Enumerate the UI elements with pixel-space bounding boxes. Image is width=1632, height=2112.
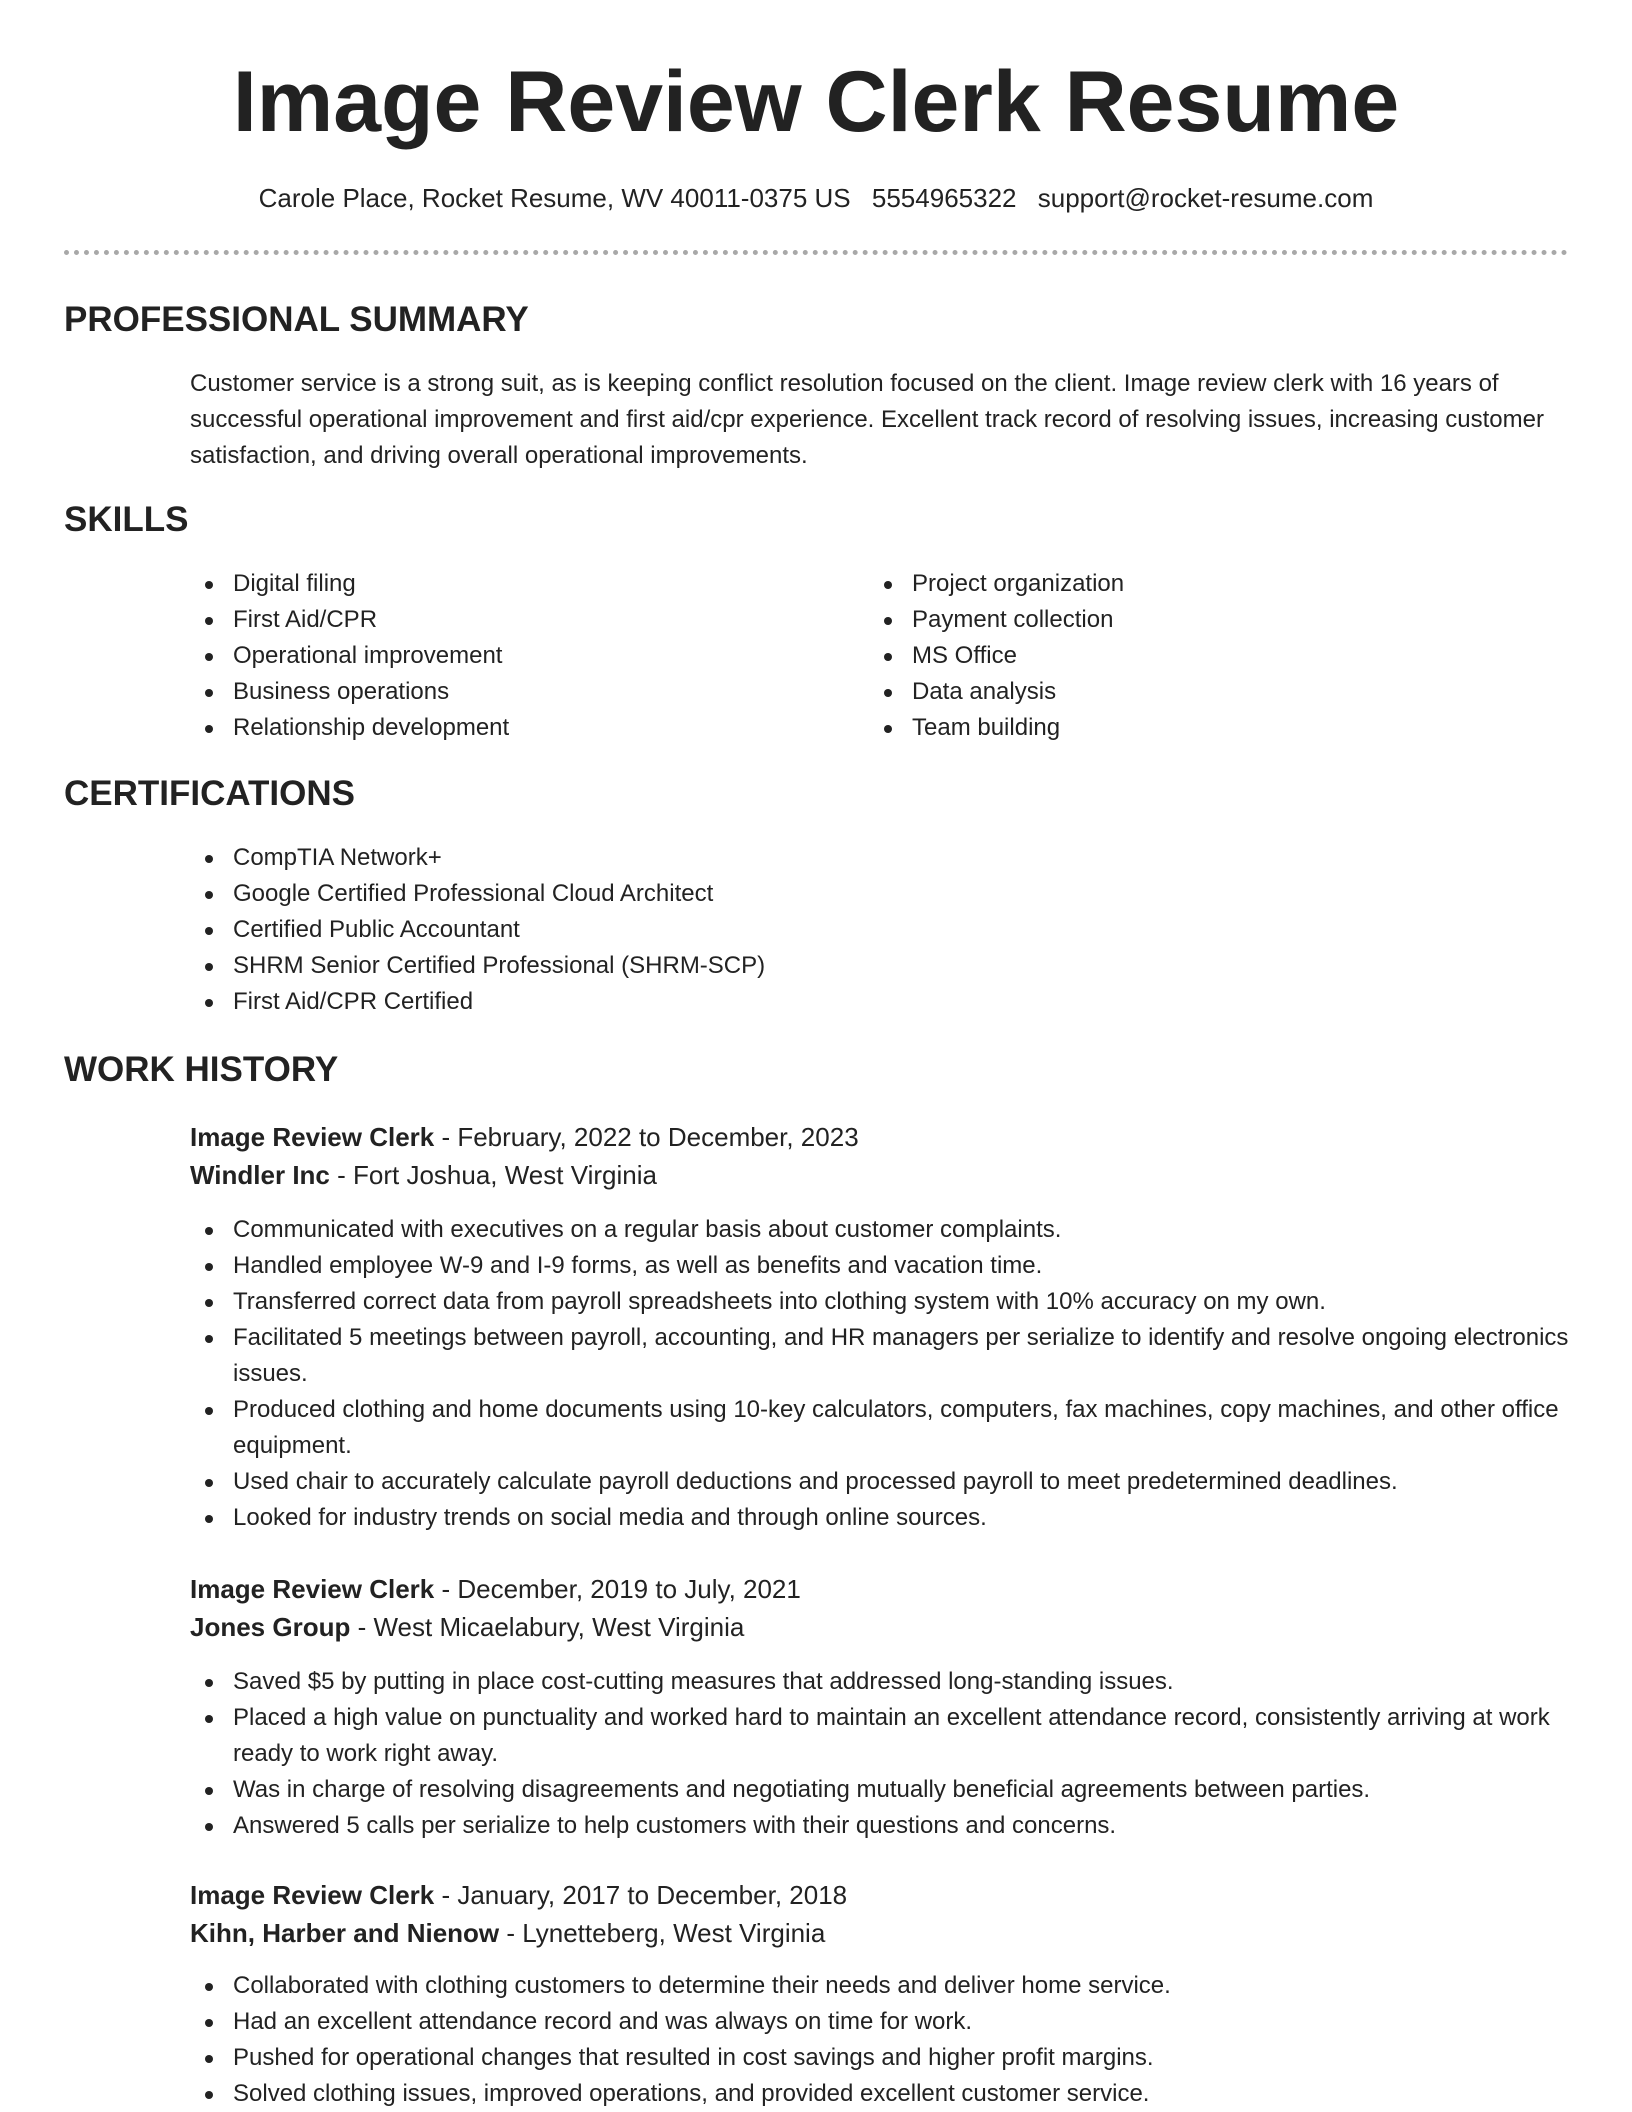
job-company: Kihn, Harber and Nienow	[190, 1918, 500, 1948]
job-company-line	[190, 1156, 657, 1194]
job-company: Windler Inc	[190, 1160, 330, 1190]
summary-heading: PROFESSIONAL SUMMARY	[64, 300, 529, 339]
job-location: - Fort Joshua, West Virginia	[329, 1160, 657, 1190]
resume-title: Image Review Clerk Resume	[232, 54, 1400, 150]
list-item: Payment collection	[869, 602, 1529, 638]
list-item: Looked for industry trends on social media and through online sources.	[190, 1500, 1570, 1536]
job-bullets	[190, 1664, 1570, 1844]
list-item: Relationship development	[190, 710, 850, 746]
contact-phone: 5554965322	[871, 183, 1017, 213]
list-item: Google Certified Professional Cloud Architect	[190, 876, 1570, 912]
list-item: Solved clothing issues, improved operations, and provided excellent customer service.	[190, 2076, 1570, 2112]
list-item: Was in charge of resolving disagreements and negotiating mutually beneficial agreements between parties.	[190, 1772, 1570, 1808]
job-company: Jones Group	[190, 1612, 351, 1642]
list-item: First Aid/CPR	[190, 602, 850, 638]
job-bullets	[190, 1212, 1570, 1536]
job-title: Image Review Clerk	[190, 1122, 435, 1152]
work-history-heading: WORK HISTORY	[64, 1050, 339, 1089]
list-item: Transferred correct data from payroll spreadsheets into clothing system with 10% accuracy on my own.	[190, 1284, 1570, 1320]
skills-list-right	[869, 566, 1529, 746]
header-divider	[64, 250, 1568, 255]
list-item: Operational improvement	[190, 638, 850, 674]
job-title: Image Review Clerk	[190, 1880, 435, 1910]
list-item: Team building	[869, 710, 1529, 746]
list-item: Communicated with executives on a regular basis about customer complaints.	[190, 1212, 1570, 1248]
certifications-heading: CERTIFICATIONS	[64, 774, 356, 813]
job-bullets	[190, 1968, 1570, 2112]
job-company-line	[190, 1608, 744, 1646]
job-title: Image Review Clerk	[190, 1574, 435, 1604]
list-item: Certified Public Accountant	[190, 912, 1570, 948]
job-company-line	[190, 1914, 825, 1952]
list-item: Handled employee W-9 and I-9 forms, as well as benefits and vacation time.	[190, 1248, 1570, 1284]
job-dates: - December, 2019 to July, 2021	[434, 1574, 801, 1604]
list-item: Digital filing	[190, 566, 850, 602]
job-title-line	[190, 1118, 859, 1156]
certifications-list	[190, 840, 1570, 1020]
skills-list-left	[190, 566, 850, 746]
list-item: Had an excellent attendance record and was always on time for work.	[190, 2004, 1570, 2040]
job-dates: - January, 2017 to December, 2018	[434, 1880, 848, 1910]
contact-info	[0, 180, 1632, 216]
list-item: CompTIA Network+	[190, 840, 1570, 876]
list-item: MS Office	[869, 638, 1529, 674]
list-item: Placed a high value on punctuality and worked hard to maintain an excellent attendance record, consistently arriving at work ready to work right away.	[190, 1700, 1570, 1772]
list-item: Project organization	[869, 566, 1529, 602]
list-item: Used chair to accurately calculate payroll deductions and processed payroll to meet predetermined deadlines.	[190, 1464, 1570, 1500]
job-title-line	[190, 1876, 847, 1914]
contact-email: support@rocket-resume.com	[1037, 183, 1374, 213]
list-item: Saved $5 by putting in place cost-cutting measures that addressed long-standing issues.	[190, 1664, 1570, 1700]
list-item: SHRM Senior Certified Professional (SHRM-SCP)	[190, 948, 1570, 984]
list-item: Data analysis	[869, 674, 1529, 710]
job-dates: - February, 2022 to December, 2023	[434, 1122, 859, 1152]
list-item: Business operations	[190, 674, 850, 710]
list-item: Answered 5 calls per serialize to help customers with their questions and concerns.	[190, 1808, 1570, 1844]
skills-heading: SKILLS	[64, 500, 189, 539]
list-item: Collaborated with clothing customers to determine their needs and deliver home service.	[190, 1968, 1570, 2004]
job-title-line	[190, 1570, 801, 1608]
list-item: First Aid/CPR Certified	[190, 984, 1570, 1020]
list-item: Facilitated 5 meetings between payroll, accounting, and HR managers per serialize to identify and resolve ongoing electronics issues.	[190, 1320, 1570, 1392]
list-item: Pushed for operational changes that resulted in cost savings and higher profit margins.	[190, 2040, 1570, 2076]
job-location: - West Micaelabury, West Virginia	[350, 1612, 745, 1642]
list-item: Produced clothing and home documents using 10-key calculators, computers, fax machines, copy machines, and other office equipment.	[190, 1392, 1570, 1464]
summary-text: Customer service is a strong suit, as is keeping conflict resolution focused on the client. Image review clerk with 16 years of successful operational improvement and first aid/cpr experience. Excellent track record of resolving issues, increasing customer satisfaction, and driving overall operational improvements.	[190, 370, 1544, 469]
job-location: - Lynetteberg, West Virginia	[499, 1918, 826, 1948]
contact-address: Carole Place, Rocket Resume, WV 40011-0375 US	[258, 183, 851, 213]
